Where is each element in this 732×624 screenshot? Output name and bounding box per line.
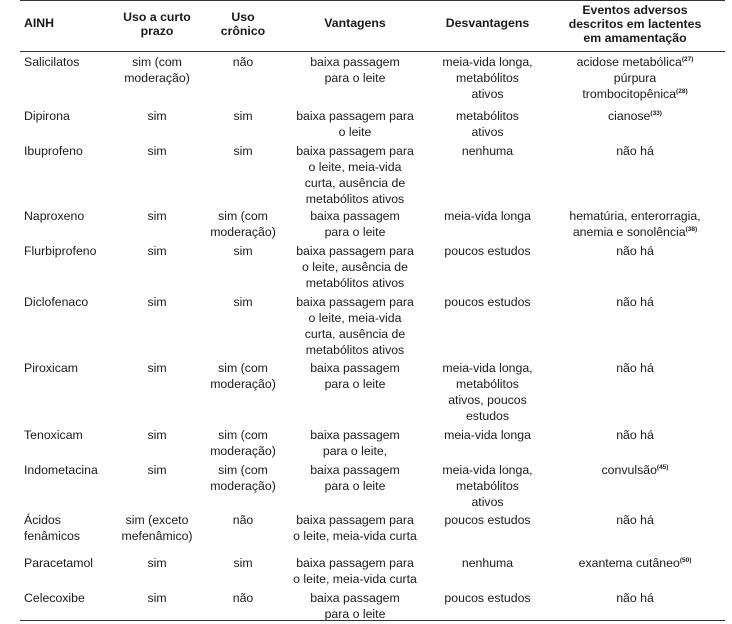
table-bottom-rule xyxy=(20,620,725,621)
event-text: acidose metabólica xyxy=(576,55,682,69)
reference-superscript: (50) xyxy=(679,557,692,564)
cell-vantagens: baixa passagem para o leite, meia-vida curta, ausência de metabólitos ativos xyxy=(296,295,414,357)
cell-drug: Indometacina xyxy=(24,463,98,477)
cell-curto: sim xyxy=(147,361,167,375)
event-text: não há xyxy=(616,295,654,309)
cell-cronico: sim (com moderação) xyxy=(210,209,276,239)
event-text: não há xyxy=(616,591,654,605)
cell-desvantagens: meia-vida longa, metabólitos ativos, poucos estudos xyxy=(442,361,533,423)
cell-drug: Ibuprofeno xyxy=(24,144,83,158)
cell-curto: sim xyxy=(147,556,167,570)
cell-desvantagens: poucos estudos xyxy=(444,513,531,527)
cell-drug: Celecoxibe xyxy=(24,591,85,605)
cell-cronico: sim xyxy=(233,556,253,570)
cell-curto: sim (com moderação) xyxy=(124,55,190,85)
cell-cronico: não xyxy=(232,591,254,605)
event-text: não há xyxy=(616,144,654,158)
header-desvantagens: Desvantagens xyxy=(445,16,530,30)
cell-eventos-adversos xyxy=(545,108,725,124)
event-text: não há xyxy=(616,361,654,375)
cell-desvantagens: meia-vida longa, metabólitos ativos xyxy=(442,55,533,101)
cell-eventos-adversos xyxy=(545,208,725,240)
cell-eventos-adversos xyxy=(545,360,725,376)
cell-curto: sim xyxy=(147,244,167,258)
event-text: não há xyxy=(616,244,654,258)
reference-superscript: (28) xyxy=(676,88,688,95)
cell-curto: sim xyxy=(147,463,167,477)
cell-curto: sim xyxy=(147,428,167,442)
table-top-rule xyxy=(20,0,725,1)
cell-desvantagens: metabólitos ativos xyxy=(456,109,519,139)
cell-drug: Diclofenaco xyxy=(24,295,89,309)
cell-cronico: não xyxy=(232,513,254,527)
header-eventos-adversos: Eventos adversos descritos em lactentes em amamentação xyxy=(568,3,702,45)
cell-eventos-adversos xyxy=(545,143,725,159)
cell-desvantagens: meia-vida longa xyxy=(444,428,531,442)
cell-eventos-adversos xyxy=(545,427,725,443)
event-text: hematúria, enterorragia, anemia e sonolência xyxy=(569,209,701,239)
cell-drug: Naproxeno xyxy=(24,209,85,223)
cell-eventos-adversos xyxy=(545,462,725,478)
cell-desvantagens: nenhuma xyxy=(461,144,514,158)
cell-cronico: sim xyxy=(233,295,253,309)
reference-superscript: (45) xyxy=(656,464,669,471)
event-text: convulsão xyxy=(601,463,657,477)
cell-vantagens: baixa passagem para o leite, meia-vida curta xyxy=(293,556,417,586)
cell-curto: sim xyxy=(147,109,167,123)
cell-curto: sim xyxy=(147,209,167,223)
header-ainh: AINH xyxy=(24,16,55,30)
cell-vantagens: baixa passagem para o leite, meia-vida curta xyxy=(293,513,417,543)
cell-vantagens: baixa passagem para o leite, ausência de metabólitos ativos xyxy=(296,244,414,290)
cell-drug: Salicilatos xyxy=(24,55,80,69)
header-bottom-rule xyxy=(20,51,725,52)
cell-drug: Ácidos fenâmicos xyxy=(24,513,81,543)
cell-eventos-adversos xyxy=(545,243,725,259)
cell-eventos-adversos xyxy=(545,512,725,528)
event-text: púrpura trombocitopênica xyxy=(582,71,677,101)
cell-vantagens: baixa passagem para o leite, meia-vida curta, ausência de metabólitos ativos xyxy=(296,144,414,206)
reference-superscript: (38) xyxy=(685,226,698,233)
cell-curto: sim (exceto mefenâmico) xyxy=(121,513,193,543)
event-text: cianose xyxy=(608,109,651,123)
cell-desvantagens: nenhuma xyxy=(461,556,514,570)
cell-curto: sim xyxy=(147,295,167,309)
cell-vantagens: baixa passagem para o leite xyxy=(310,361,400,391)
cell-desvantagens: poucos estudos xyxy=(444,244,531,258)
cell-cronico: sim xyxy=(233,109,253,123)
cell-vantagens: baixa passagem para o leite xyxy=(296,109,414,139)
cell-vantagens: baixa passagem para o leite xyxy=(310,463,400,493)
header-vantagens: Vantagens xyxy=(324,16,386,30)
cell-drug: Dipirona xyxy=(24,109,70,123)
cell-cronico: não xyxy=(232,55,254,69)
event-text: não há xyxy=(616,428,654,442)
cell-drug: Piroxicam xyxy=(24,361,78,375)
cell-eventos-adversos xyxy=(545,294,725,310)
cell-vantagens: baixa passagem para o leite xyxy=(310,209,400,239)
cell-cronico: sim (com moderação) xyxy=(210,463,276,493)
cell-desvantagens: poucos estudos xyxy=(444,591,531,605)
cell-desvantagens: poucos estudos xyxy=(444,295,531,309)
cell-drug: Flurbiprofeno xyxy=(24,244,97,258)
cell-curto: sim xyxy=(147,144,167,158)
event-text: não há xyxy=(616,513,654,527)
header-uso-curto-prazo: Uso a curto prazo xyxy=(123,10,191,38)
reference-superscript: (27) xyxy=(681,56,694,63)
cell-cronico: sim xyxy=(233,244,253,258)
cell-cronico: sim xyxy=(233,144,253,158)
cell-vantagens: baixa passagem para o leite, xyxy=(310,428,400,458)
reference-superscript: (33) xyxy=(650,110,662,117)
cell-cronico: sim (com moderação) xyxy=(210,428,276,458)
event-text: exantema cutâneo xyxy=(578,556,680,570)
header-uso-cronico: Uso crônico xyxy=(220,10,266,38)
cell-desvantagens: meia-vida longa, metabólitos ativos xyxy=(442,463,533,509)
cell-eventos-adversos xyxy=(545,54,725,102)
cell-drug: Paracetamol xyxy=(24,556,94,570)
cell-vantagens: baixa passagem para o leite xyxy=(310,591,400,621)
cell-curto: sim xyxy=(147,591,167,605)
cell-vantagens: baixa passagem para o leite xyxy=(310,55,400,85)
cell-cronico: sim (com moderação) xyxy=(210,361,276,391)
cell-desvantagens: meia-vida longa xyxy=(444,209,531,223)
cell-drug: Tenoxicam xyxy=(24,428,83,442)
cell-eventos-adversos xyxy=(545,590,725,606)
cell-eventos-adversos xyxy=(545,555,725,571)
